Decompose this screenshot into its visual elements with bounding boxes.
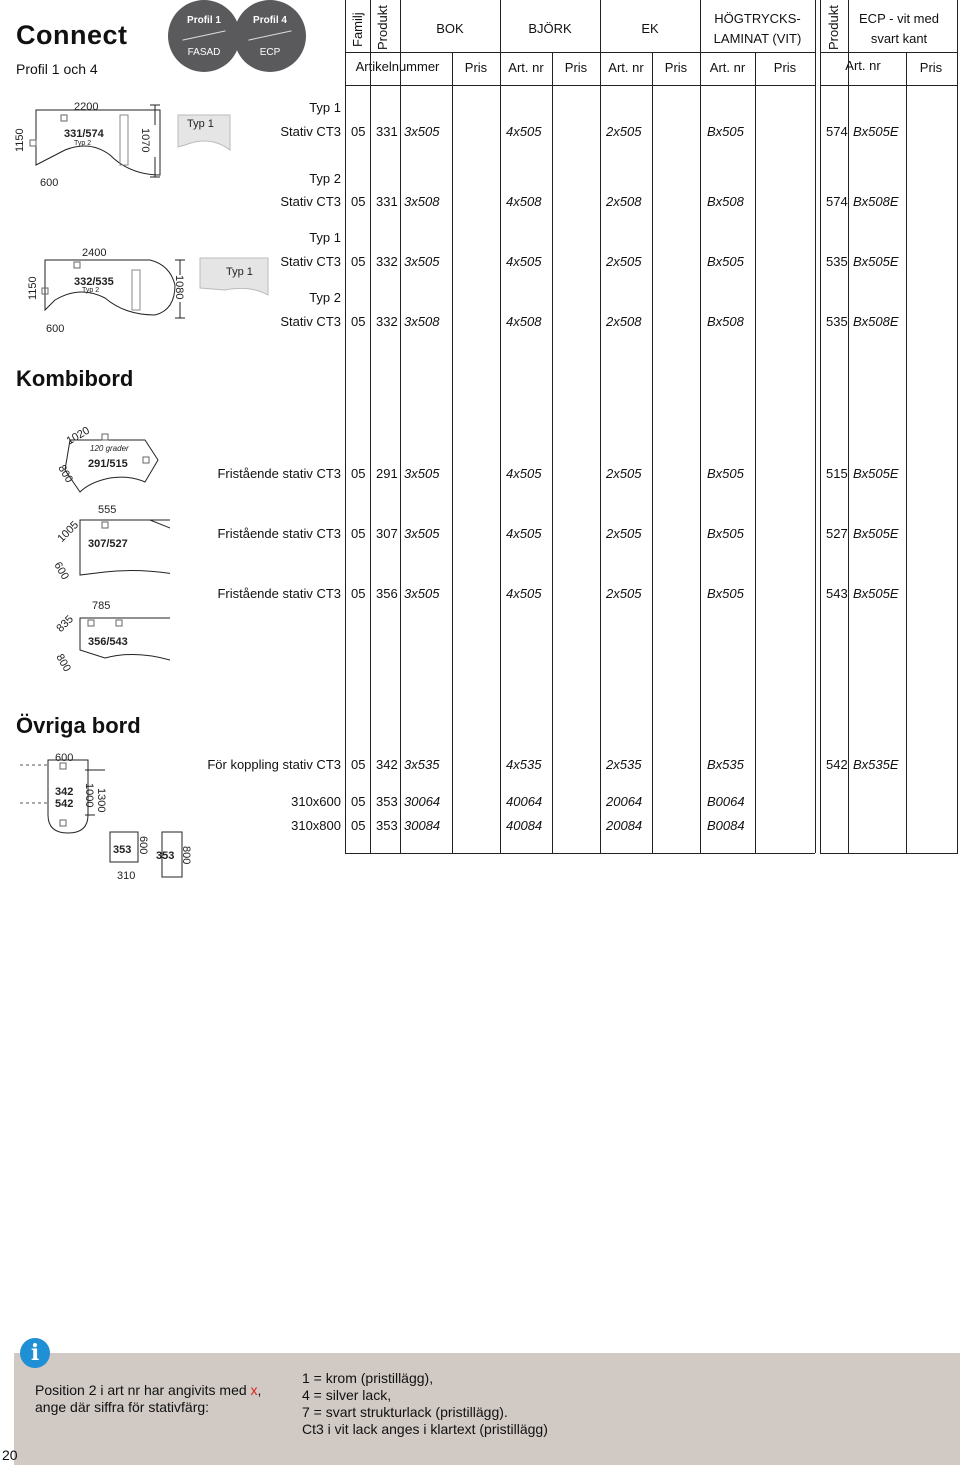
col-bok: BOK: [436, 21, 464, 36]
col-artnr-ek: Art. nr: [608, 60, 644, 75]
dim-c: 800: [53, 652, 73, 674]
dim-height-2: 1070: [139, 128, 151, 153]
row-desc: 310x800: [291, 818, 341, 833]
grid-line: [652, 52, 653, 853]
row-familj: 05: [351, 794, 366, 809]
badge-label: Profil 1: [187, 15, 221, 26]
section-kombibord: Kombibord: [16, 366, 134, 391]
info-left-text: [35, 1382, 261, 1416]
header-bottom-line: [345, 85, 815, 86]
dim-height-2: 1000: [83, 783, 95, 808]
page-number: 20: [2, 1447, 18, 1463]
row-ek: 2x535: [606, 757, 642, 772]
row-bjork: 4x535: [506, 757, 542, 772]
col-ecp-line2: svart kant: [870, 31, 928, 46]
grid-line: [700, 0, 701, 853]
header-divider: [820, 52, 958, 53]
row-bjork: 4x505: [506, 466, 542, 481]
diagram-type: Typ 2: [82, 287, 100, 294]
row-bok: 3x508: [404, 194, 440, 209]
diagram-code: 307/527: [88, 538, 128, 550]
row-ek: 20084: [606, 818, 643, 833]
info-left-line2: ange där siffra för stativfärg:: [35, 1399, 210, 1415]
row-familj: 05: [351, 586, 366, 601]
row-ek: 2x508: [606, 314, 642, 329]
page-subtitle: Profil 1 och 4: [16, 61, 98, 77]
diagram-type: Typ 2: [74, 140, 92, 147]
row-ek: 2x505: [606, 526, 642, 541]
row-hog: Bx505: [707, 466, 744, 481]
grid-line: [452, 52, 453, 853]
diagram-code: 332/535: [74, 276, 114, 288]
grid-line: [552, 52, 553, 853]
row-produkt: 332: [376, 254, 398, 269]
row-bok: 3x505: [404, 526, 440, 541]
col-familj: Familj: [350, 12, 365, 47]
row-hog: Bx505: [707, 254, 744, 269]
row-bjork: 40064: [506, 794, 543, 809]
row-bjork: 4x505: [506, 586, 542, 601]
dim-height: 1150: [27, 276, 39, 300]
grid-line: [370, 0, 371, 853]
row-hog: Bx508: [707, 194, 744, 209]
dim-a: 785: [92, 600, 111, 612]
row-ecp: Bx505E: [853, 466, 899, 481]
dim-width: 2200: [74, 101, 99, 113]
row-produkt: 332: [376, 314, 398, 329]
col-ek: EK: [641, 21, 659, 36]
diagram-tag: Typ 1: [226, 266, 253, 278]
col-produkt2: Produkt: [826, 5, 841, 50]
dim-depth: 600: [40, 177, 59, 189]
row-ek: 2x505: [606, 586, 642, 601]
row-desc: Fristående stativ CT3: [217, 586, 341, 601]
diagram-code-600: 353: [113, 844, 132, 856]
diagram-code: 356/543: [88, 636, 128, 648]
row-bok: 3x505: [404, 586, 440, 601]
row-produkt: 356: [376, 586, 398, 601]
col-hogtryck-line2: LAMINAT (VIT): [713, 31, 802, 46]
dim-height-1: 1300: [95, 788, 107, 813]
row-bjork: 4x508: [506, 314, 542, 329]
row-produkt: 353: [376, 818, 398, 833]
row-bjork: 40084: [506, 818, 543, 833]
row-desc: För koppling stativ CT3: [207, 757, 341, 772]
row-produkt2: 535: [826, 254, 848, 269]
row-bok: 3x505: [404, 466, 440, 481]
type-label: Typ 2: [309, 171, 341, 186]
grid-line: [500, 0, 501, 853]
row-produkt: 353: [376, 794, 398, 809]
row-bok: 3x508: [404, 314, 440, 329]
col-bjork: BJÖRK: [528, 21, 572, 36]
diagram-code: 331/574: [64, 128, 104, 140]
row-familj: 05: [351, 124, 366, 139]
row-produkt2: 543: [826, 586, 848, 601]
row-bok: 3x535: [404, 757, 440, 772]
type-label: Typ 2: [309, 290, 341, 305]
profile-badge-4: [234, 0, 306, 72]
col-artnr-bjork: Art. nr: [508, 60, 544, 75]
type-label: Typ 1: [309, 100, 341, 115]
row-bok: 30064: [404, 794, 441, 809]
row-desc: 310x600: [291, 794, 341, 809]
row-bok: 3x505: [404, 254, 440, 269]
col-pris-ek: Pris: [664, 60, 688, 75]
col-hogtryck-line1: HÖGTRYCKS-: [714, 11, 801, 26]
row-produkt2: 574: [826, 124, 848, 139]
row-produkt2: 542: [826, 757, 848, 772]
dim-height-2: 1080: [173, 275, 185, 300]
row-ecp: Bx508E: [853, 194, 899, 209]
dim-b: 1005: [55, 519, 82, 545]
profile-badge-1: [168, 0, 240, 72]
page-title: Connect: [16, 20, 128, 50]
dim-a: 1020: [64, 424, 92, 448]
row-hog: Bx505: [707, 586, 744, 601]
info-color-7: 7 = svart strukturlack (pristillägg).: [302, 1404, 508, 1420]
dim-b: 835: [54, 613, 76, 635]
info-icon: i: [20, 1338, 50, 1368]
info-ct3: Ct3 i vit lack anges i klartext (pristillägg): [302, 1421, 548, 1437]
diagram-code-2: 542: [55, 798, 74, 810]
col-artikelnummer: Artikelnummer: [355, 59, 440, 74]
info-right-text: [302, 1370, 548, 1438]
dim-depth: 600: [46, 323, 65, 335]
col-artnr-ecp: Art. nr: [845, 58, 881, 73]
info-comma: ,: [257, 1382, 262, 1398]
row-bjork: 4x505: [506, 254, 542, 269]
col-pris-hog: Pris: [773, 60, 797, 75]
row-familj: 05: [351, 526, 366, 541]
row-ecp: Bx508E: [853, 314, 899, 329]
row-bok: 3x505: [404, 124, 440, 139]
info-color-1: 1 = krom (pristillägg),: [302, 1370, 434, 1386]
dim-width: 600: [55, 752, 74, 764]
row-familj: 05: [351, 757, 366, 772]
col-hogtryck: [700, 11, 815, 46]
row-ecp: Bx505E: [853, 254, 899, 269]
row-produkt: 291: [376, 466, 398, 481]
table-bottom-line: [345, 853, 815, 854]
grid-line: [600, 0, 601, 853]
badge-sublabel: FASAD: [187, 47, 221, 58]
row-bjork: 4x505: [506, 124, 542, 139]
row-hog: Bx505: [707, 124, 744, 139]
row-produkt: 342: [376, 757, 398, 772]
header-bottom-line: [820, 85, 958, 86]
row-produkt2: 527: [826, 526, 848, 541]
row-desc: Stativ CT3: [280, 254, 341, 269]
badge-sublabel: ECP: [259, 47, 281, 58]
row-familj: 05: [351, 818, 366, 833]
diagram-code-800: 353: [156, 850, 175, 862]
dim-height-800: 800: [180, 846, 192, 865]
grid-line: [755, 52, 756, 853]
grid-line: [906, 52, 907, 853]
section-ovriga-bord: Övriga bord: [16, 713, 141, 738]
row-ek: 2x505: [606, 124, 642, 139]
row-ek: 2x505: [606, 466, 642, 481]
row-bjork: 4x505: [506, 526, 542, 541]
row-produkt2: 535: [826, 314, 848, 329]
dim-height: 1150: [14, 128, 26, 152]
grid-line: [848, 0, 849, 853]
row-produkt: 331: [376, 194, 398, 209]
col-artnr-hog: Art. nr: [709, 60, 746, 75]
row-ek: 20064: [606, 794, 643, 809]
grid-line: [345, 0, 346, 853]
row-hog: Bx508: [707, 314, 744, 329]
dim-b: 800: [55, 463, 75, 485]
dim-width-310: 310: [117, 870, 136, 882]
info-x-marker: x: [250, 1382, 258, 1398]
col-pris-bok: Pris: [464, 60, 488, 75]
badge-divider: [182, 30, 225, 40]
row-produkt: 307: [376, 526, 398, 541]
row-familj: 05: [351, 466, 366, 481]
grid-line: [400, 0, 401, 853]
dim-height-600: 600: [137, 836, 149, 855]
row-ek: 2x508: [606, 194, 642, 209]
row-produkt2: 515: [826, 466, 848, 481]
col-ecp-line1: ECP - vit med: [859, 11, 939, 26]
row-ecp: Bx505E: [853, 526, 899, 541]
row-bok: 30084: [404, 818, 441, 833]
angle-label: 120 grader: [90, 444, 129, 453]
row-produkt2: 574: [826, 194, 848, 209]
info-left-line1: Position 2 i art nr har angivits med: [35, 1382, 251, 1398]
row-desc: Stativ CT3: [280, 314, 341, 329]
row-ek: 2x505: [606, 254, 642, 269]
row-desc: Fristående stativ CT3: [217, 526, 341, 541]
badge-divider: [248, 30, 291, 40]
row-desc: Fristående stativ CT3: [217, 466, 341, 481]
col-pris-ecp: Pris: [919, 60, 943, 75]
row-hog: B0064: [707, 794, 745, 809]
dim-width: 2400: [82, 247, 107, 259]
diagram-code-1: 342: [55, 786, 74, 798]
grid-line: [957, 0, 958, 853]
row-familj: 05: [351, 254, 366, 269]
header-divider: [345, 52, 815, 53]
row-ecp: Bx535E: [853, 757, 899, 772]
row-desc: Stativ CT3: [280, 194, 341, 209]
diagram-tag: Typ 1: [187, 118, 214, 130]
dim-c: 600: [51, 560, 71, 582]
grid-line: [820, 0, 821, 853]
row-hog: B0084: [707, 818, 745, 833]
row-ecp: Bx505E: [853, 124, 899, 139]
row-hog: Bx535: [707, 757, 744, 772]
row-familj: 05: [351, 314, 366, 329]
col-ecp: [840, 11, 958, 46]
table-bottom-line: [820, 853, 958, 854]
row-bjork: 4x508: [506, 194, 542, 209]
col-pris-bjork: Pris: [564, 60, 588, 75]
col-produkt: Produkt: [375, 5, 390, 50]
badge-label: Profil 4: [253, 15, 287, 26]
row-hog: Bx505: [707, 526, 744, 541]
row-desc: Stativ CT3: [280, 124, 341, 139]
grid-line: [815, 0, 816, 853]
row-ecp: Bx505E: [853, 586, 899, 601]
row-produkt: 331: [376, 124, 398, 139]
diagram-code: 291/515: [88, 458, 128, 470]
row-familj: 05: [351, 194, 366, 209]
info-color-4: 4 = silver lack,: [302, 1387, 392, 1403]
dim-a: 555: [98, 504, 117, 516]
type-label: Typ 1: [309, 230, 341, 245]
